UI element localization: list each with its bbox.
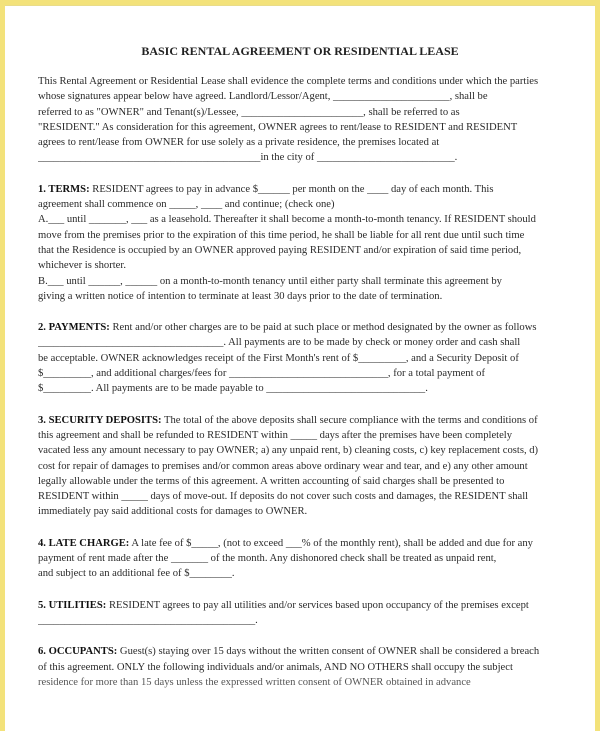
section-line: of this agreement. ONLY the following individuals and/or animals, AND NO OTHERS shall occupy the subject	[38, 661, 513, 673]
section-line: immediately pay said additional costs for damages to OWNER.	[38, 506, 308, 518]
section-text: The total of the above deposits shall secure compliance with the terms and conditions of	[164, 414, 538, 426]
section-text: Rent and/or other charges are to be paid at such place or method designated by the owner as follows	[112, 322, 537, 334]
section-line: move from the premises prior to the expiration of this time period, he shall be liable for all rent due until such time	[38, 229, 525, 241]
section-line: A.___ until _______, ___ as a leasehold. Thereafter it shall become a month-to-month tenancy. If RESIDENT should	[38, 214, 536, 226]
section-line	[38, 644, 560, 659]
section-line: that the Residence is occupied by an OWNER approved paying RESIDENT and/or expiration of said time period,	[38, 244, 522, 256]
section-line: residence for more than 15 days unless the expressed written consent of OWNER obtained in advance	[38, 676, 471, 688]
section-heading: 4. LATE CHARGE:	[38, 537, 130, 549]
intro-line: agrees to rent/lease from OWNER for use solely as a private residence, the premises located at	[38, 137, 440, 149]
section-text: RESIDENT agrees to pay all utilities and/or services based upon occupancy of the premises except	[108, 599, 529, 611]
section-line: cost for repair of damages to premises and/or common areas above ordinary wear and tear, and e) any other amount	[38, 460, 528, 472]
intro-line: referred to as "OWNER" and Tenant(s)/Lessee, _______________________, shall be referred to as	[38, 106, 460, 118]
section-line	[38, 413, 560, 428]
section-line: and subject to an additional fee of $________.	[38, 568, 235, 580]
section-line: ___________________________________. All payments are to be made by check or money order and cash shall	[38, 337, 521, 349]
section-line: this agreement and shall be refunded to RESIDENT within _____ days after the premises have been completely	[38, 429, 513, 441]
section-line: whichever is shorter.	[38, 260, 126, 272]
section-heading: 6. OCCUPANTS:	[38, 646, 118, 658]
section-text: RESIDENT agrees to pay in advance $______ per month on the ____ day of each month. This	[92, 183, 494, 195]
section-line: legally allowable under the terms of this agreement. A written accounting of said charges shall be presented to	[38, 475, 505, 487]
section-heading: 2. PAYMENTS:	[38, 322, 110, 334]
section-line	[38, 536, 560, 551]
intro-line: "RESIDENT." As consideration for this agreement, OWNER agrees to rent/lease to RESIDENT and RESIDENT	[38, 121, 518, 133]
section-line: _________________________________________.	[38, 614, 258, 626]
intro-paragraph	[38, 74, 560, 166]
section-line: RESIDENT within _____ days of move-out. If deposits do not cover such costs and damages, the RESIDENT shall	[38, 491, 529, 503]
section-text: A late fee of $_____, (not to exceed ___% of the monthly rent), shall be added and due for any	[131, 537, 533, 549]
section-text: Guest(s) staying over 15 days without the written consent of OWNER shall be considered a breach	[119, 646, 540, 658]
section-line: B.___ until ______, ______ on a month-to-month tenancy until either party shall terminate this agreement by	[38, 275, 502, 287]
section-heading: 5. UTILITIES:	[38, 599, 107, 611]
section-heading: 3. SECURITY DEPOSITS:	[38, 414, 162, 426]
section-line: $_________. All payments are to be made payable to ______________________________.	[38, 383, 428, 395]
section-line: vacated less any amount necessary to pay OWNER; a) any unpaid rent, b) cleaning costs, c) key replacement costs, d)	[38, 445, 539, 457]
section-line: $_________, and additional charges/fees for ______________________________, for a total payment of	[38, 368, 486, 380]
section-terms	[38, 182, 560, 304]
section-occupants	[38, 644, 560, 690]
section-line: giving a written notice of intention to terminate at least 30 days prior to the date of termination.	[38, 290, 443, 302]
section-line	[38, 320, 560, 335]
section-utilities	[38, 598, 560, 629]
intro-line: __________________________________________in the city of __________________________.	[38, 152, 458, 164]
document-title: BASIC RENTAL AGREEMENT OR RESIDENTIAL LEASE	[141, 44, 459, 58]
section-security-deposits	[38, 413, 560, 520]
intro-line: This Rental Agreement or Residential Lease shall evidence the complete terms and conditions under which the parties	[38, 76, 539, 87]
section-heading: 1. TERMS:	[38, 183, 90, 195]
section-late-charge	[38, 536, 560, 582]
section-line: payment of rent made after the _______ of the month. Any dishonored check shall be treated as unpaid rent,	[38, 553, 497, 565]
section-line: agreement shall commence on _____, ____ and continue; (check one)	[38, 199, 335, 211]
section-line	[38, 182, 560, 197]
intro-line: whose signatures appear below have agreed. Landlord/Lessor/Agent, ______________________, shall be	[38, 91, 488, 103]
document-body	[38, 74, 560, 706]
section-line: be acceptable. OWNER acknowledges receipt of the First Month's rent of $_________, and a Security Deposit of	[38, 352, 519, 364]
section-payments	[38, 320, 560, 396]
section-line	[38, 598, 560, 613]
document-page	[5, 5, 595, 731]
